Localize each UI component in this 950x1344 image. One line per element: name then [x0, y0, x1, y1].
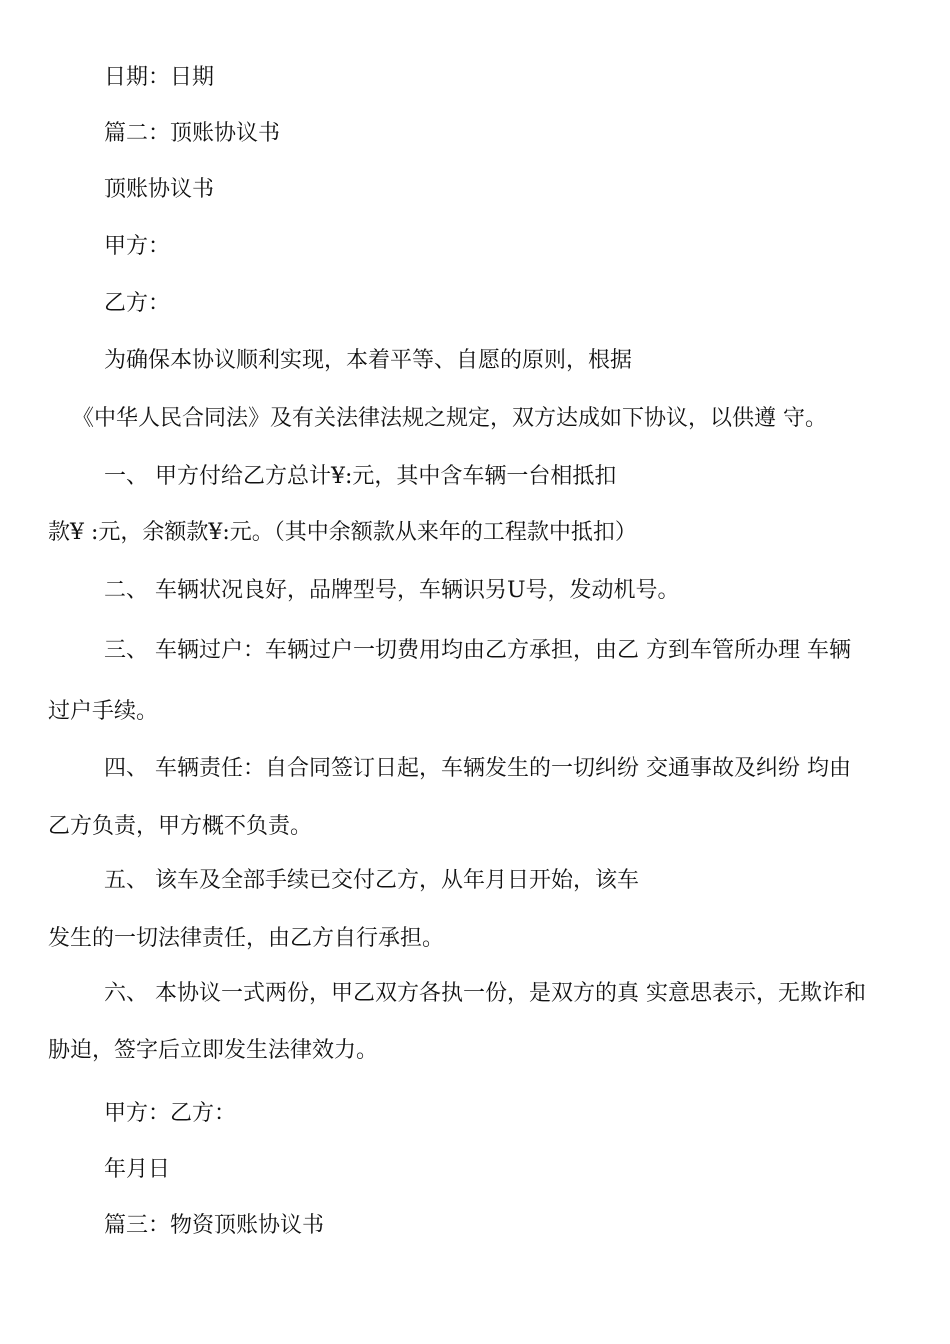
signature-date: 年月日	[104, 1157, 171, 1182]
clause-3-line-1: 三、 车辆过户：车辆过户一切费用均由乙方承担，由乙 方到车管所办理 车辆	[104, 638, 851, 663]
preamble-line-1: 为确保本协议顺利实现，本着平等、自愿的原则，根据	[104, 348, 633, 373]
agreement-title: 顶账协议书	[104, 177, 215, 202]
clause-5-line-1: 五、 该车及全部手续已交付乙方，从年月日开始，该车	[104, 868, 639, 893]
party-b-line: 乙方：	[104, 291, 171, 316]
preamble-line-2: 《中华人民合同法》及有关法律法规之规定，双方达成如下协议，以供遵 守。	[72, 406, 827, 431]
clause-6-line-1: 六、 本协议一式两份，甲乙双方各执一份，是双方的真 实意思表示，无欺诈和	[104, 981, 866, 1006]
clause-1-line-1: 一、 甲方付给乙方总计¥:元，其中含车辆一台相抵扣	[104, 464, 617, 489]
signature-parties: 甲方：乙方：	[104, 1101, 237, 1126]
clause-4-line-1: 四、 车辆责任：自合同签订日起，车辆发生的一切纠纷 交通事故及纠纷 均由	[104, 756, 851, 781]
clause-5-line-2: 发生的一切法律责任，由乙方自行承担。	[48, 926, 445, 951]
clause-1-line-2: 款¥ :元，余额款¥:元。（其中余额款从来年的工程款中抵扣）	[48, 520, 637, 545]
section-three-heading: 篇三：物资顶账协议书	[104, 1213, 325, 1238]
clause-6-line-2: 胁迫，签字后立即发生法律效力。	[48, 1038, 379, 1063]
party-a-line: 甲方：	[104, 234, 171, 259]
clause-2: 二、 车辆状况良好，品牌型号，车辆识另U号，发动机号。	[104, 578, 680, 603]
section-two-heading: 篇二：顶账协议书	[104, 121, 281, 146]
date-line: 日期：日期	[104, 65, 215, 90]
clause-3-line-2: 过户手续。	[48, 699, 159, 724]
clause-4-line-2: 乙方负责，甲方概不负责。	[48, 814, 313, 839]
